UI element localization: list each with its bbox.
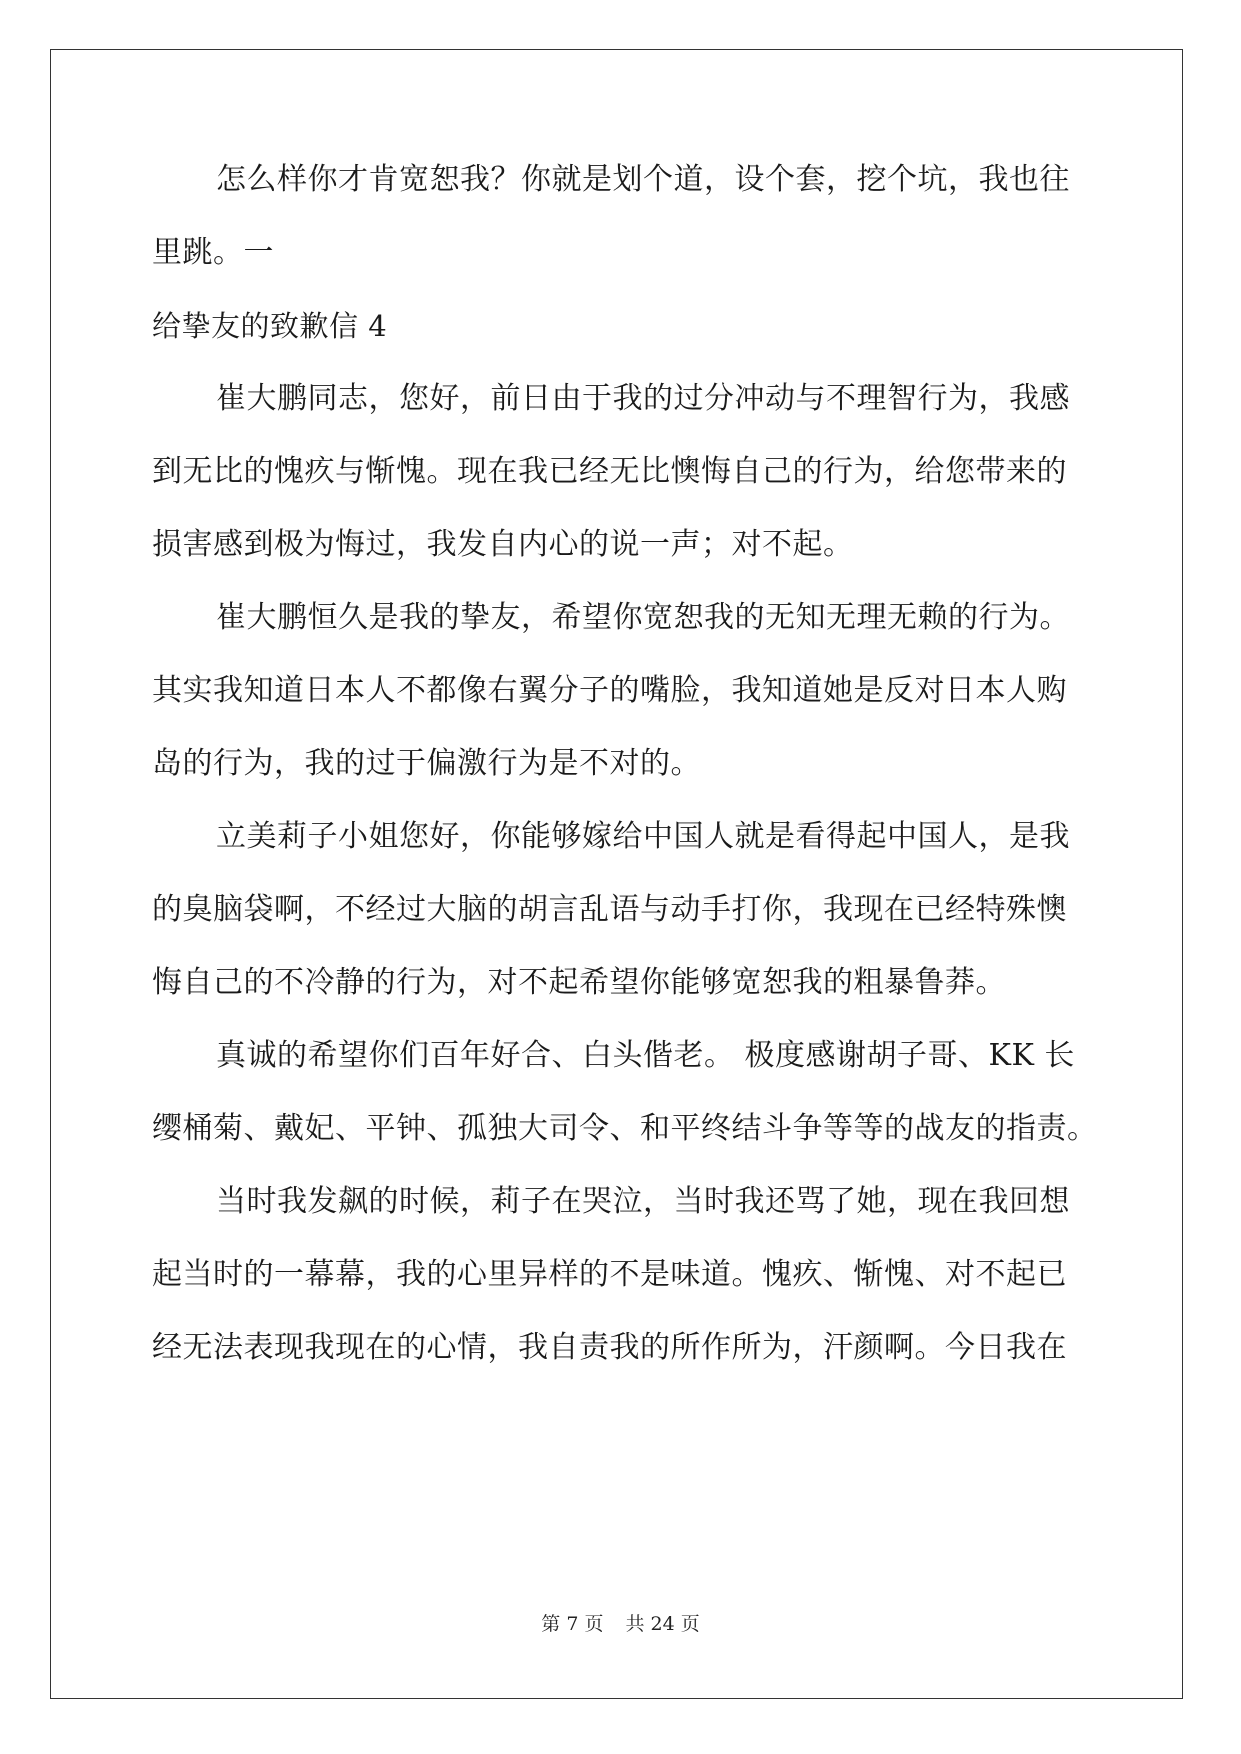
body-line-4: 崔大鹏同志，您好，前日由于我的过分冲动与不理智行为，我感 (216, 381, 1070, 416)
body-line-7: 崔大鹏恒久是我的挚友，希望你宽恕我的无知无理无赖的行为。 (216, 600, 1070, 635)
body-line-12: 悔自己的不冷静的行为，对不起希望你能够宽恕我的粗暴鲁莽。 (152, 965, 1006, 1000)
body-line-15: 当时我发飙的时候，莉子在哭泣，当时我还骂了她，现在我回想 (216, 1184, 1070, 1219)
section-heading: 给挚友的致歉信 4 (152, 309, 388, 343)
page-footer (0, 1612, 1241, 1636)
body-line-5: 到无比的愧疚与惭愧。现在我已经无比懊悔自己的行为，给您带来的 (152, 454, 1067, 489)
body-line-6: 损害感到极为悔过，我发自内心的说一声；对不起。 (152, 527, 854, 562)
body-line-11: 的臭脑袋啊，不经过大脑的胡言乱语与动手打你，我现在已经特殊懊 (152, 892, 1067, 927)
page-border (50, 49, 1183, 1699)
body-line-16: 起当时的一幕幕，我的心里异样的不是味道。愧疚、惭愧、对不起已 (152, 1257, 1067, 1292)
body-line-8: 其实我知道日本人不都像右翼分子的嘴脸，我知道她是反对日本人购 (152, 673, 1067, 708)
body-line-9: 岛的行为，我的过于偏激行为是不对的。 (152, 746, 701, 781)
page-number-total: 共 24 页 (625, 1613, 700, 1635)
page-number-current: 第 7 页 (541, 1613, 604, 1635)
body-line-14: 缨桶菊、戴妃、平钟、孤独大司令、和平终结斗争等等的战友的指责。 (152, 1111, 1098, 1146)
body-line-10: 立美莉子小姐您好，你能够嫁给中国人就是看得起中国人，是我 (216, 819, 1070, 854)
body-line-17: 经无法表现我现在的心情，我自责我的所作所为，汗颜啊。今日我在 (152, 1330, 1067, 1365)
body-line-1: 怎么样你才肯宽恕我？你就是划个道，设个套，挖个坑，我也往 (216, 162, 1070, 197)
body-line-2: 里跳。一 (152, 235, 274, 270)
body-line-13: 真诚的希望你们百年好合、白头偕老。 极度感谢胡子哥、KK 长 (216, 1038, 1075, 1073)
